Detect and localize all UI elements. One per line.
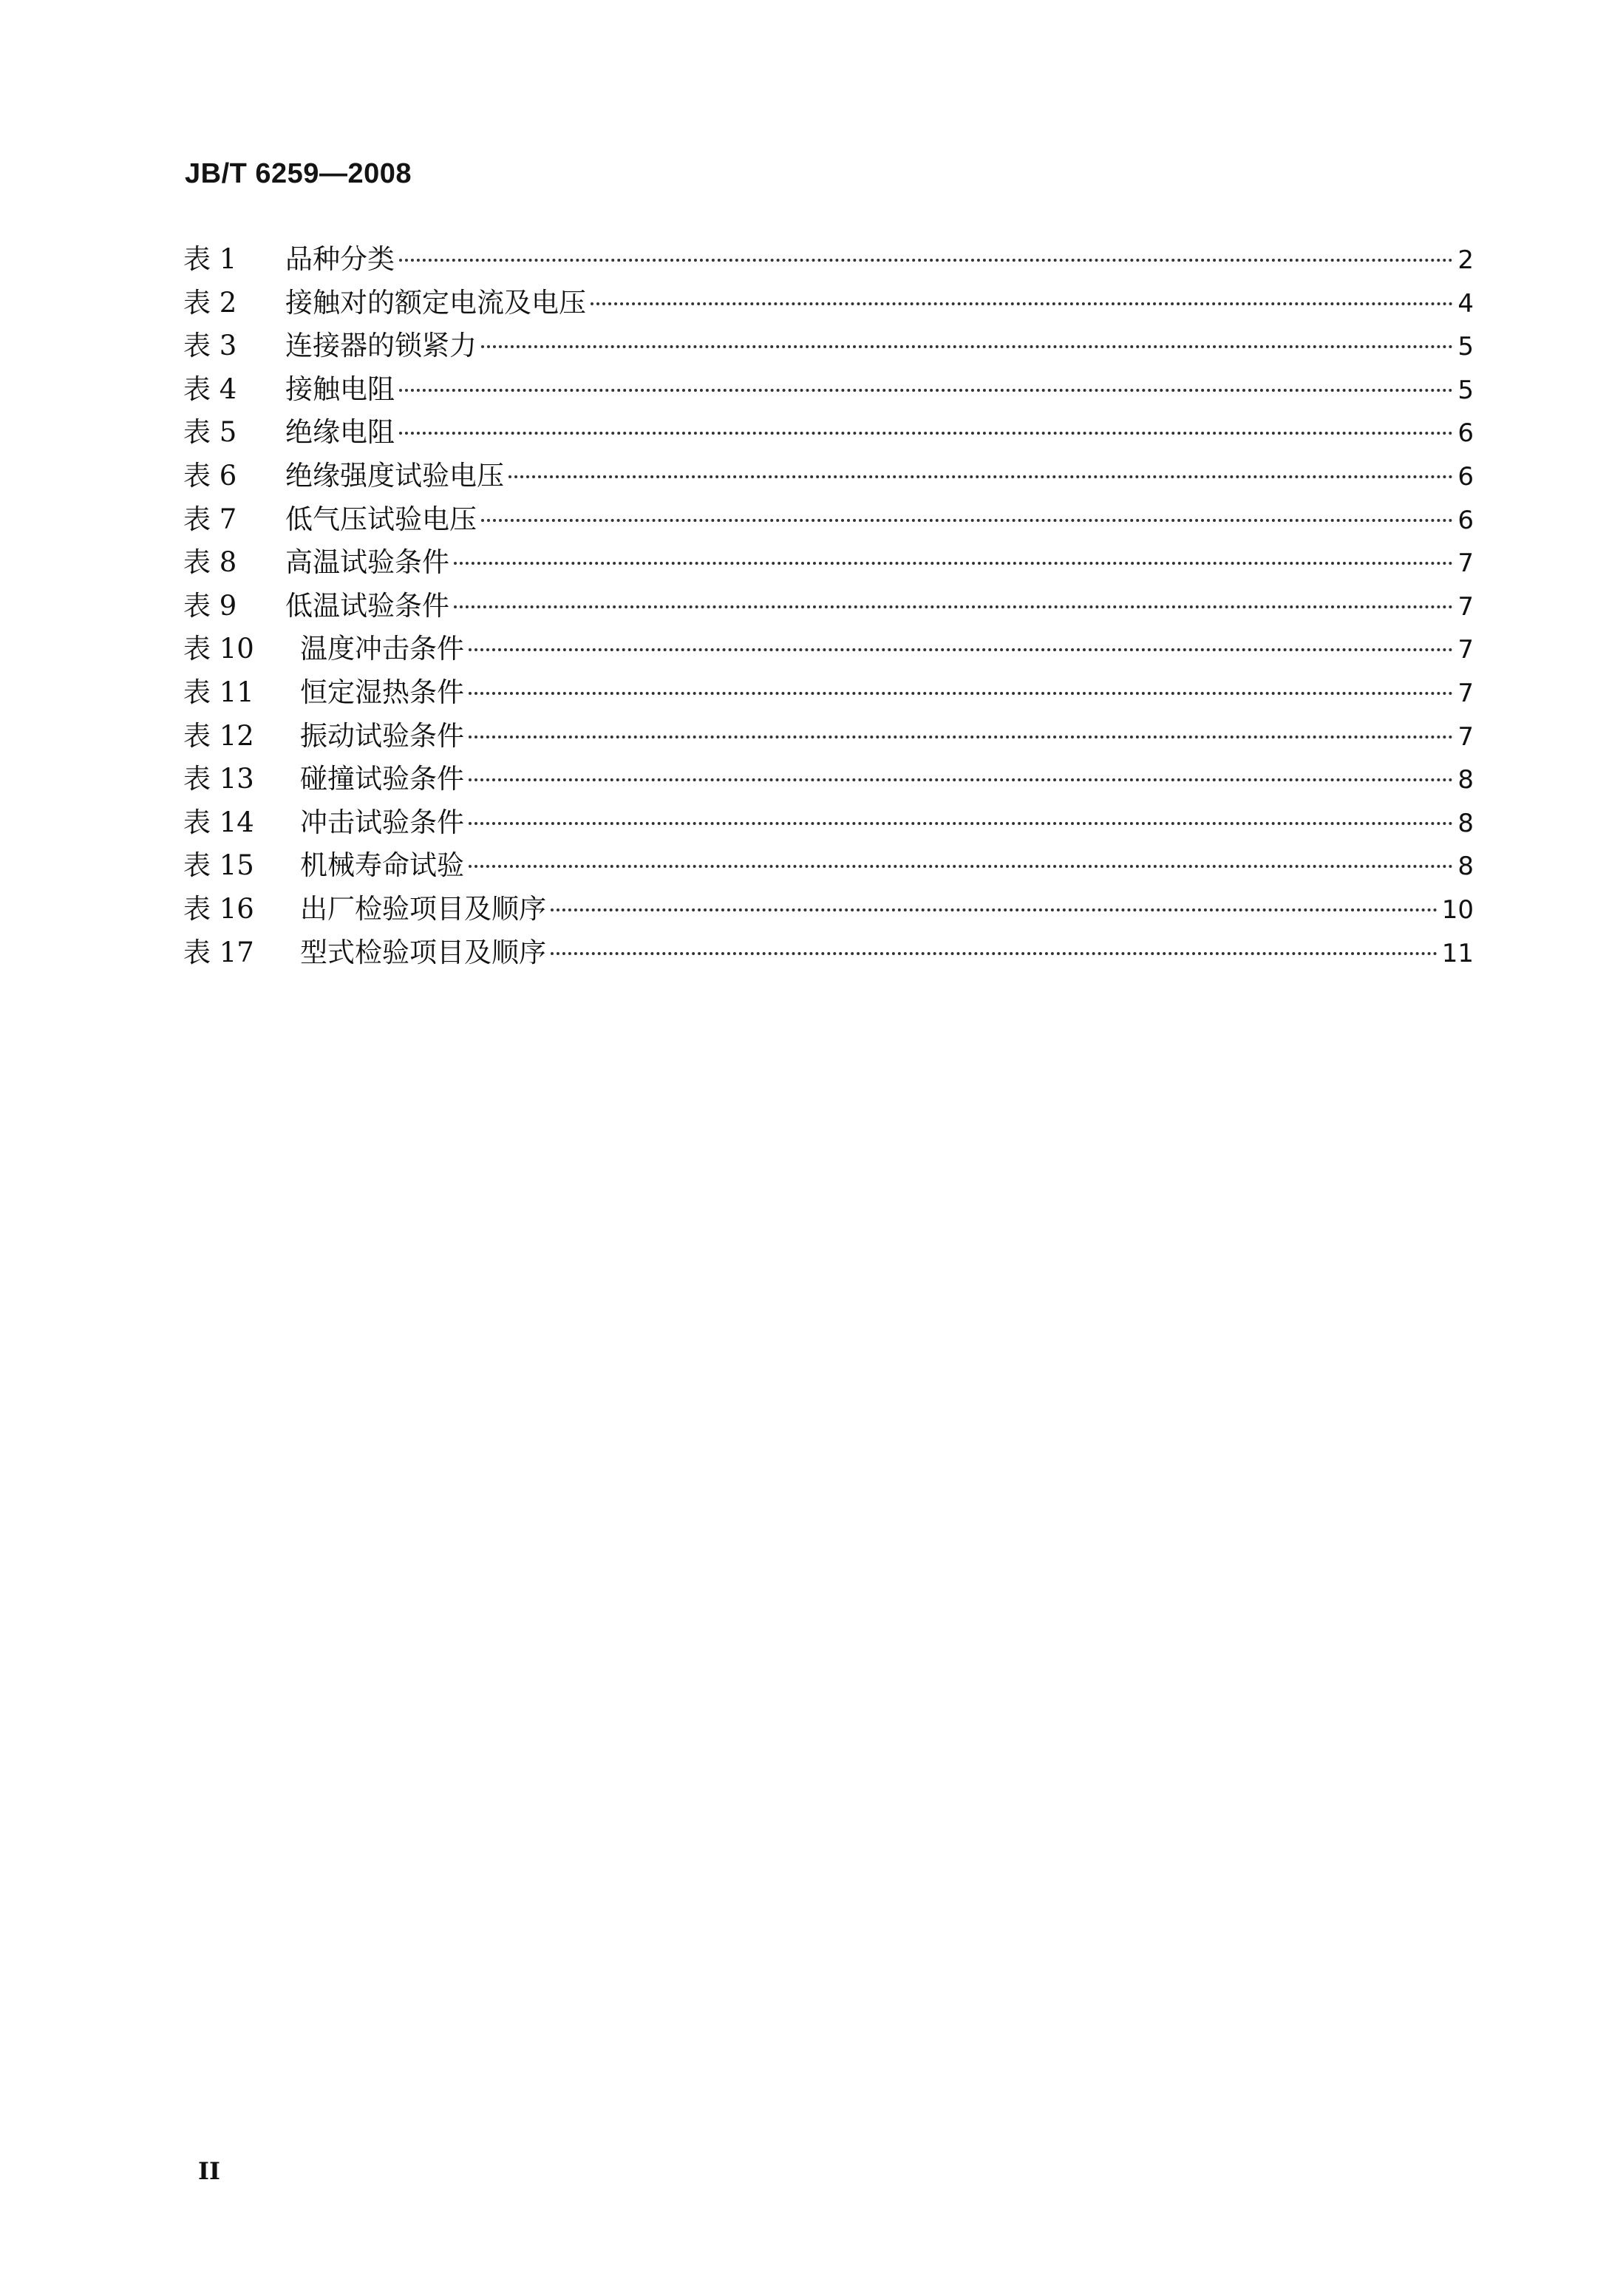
standard-number: JB/T 6259—2008 [185, 158, 412, 189]
toc-entry-title: 连接器的锁紧力 [285, 330, 477, 362]
page-number: II [198, 2157, 220, 2185]
toc-entry-page: 6 [1457, 418, 1474, 449]
toc-entry[interactable] [183, 671, 1474, 715]
toc-entry-page: 7 [1457, 721, 1474, 752]
toc-entry[interactable] [183, 585, 1474, 628]
toc-entry-page: 6 [1457, 505, 1474, 535]
toc-entry-title: 恒定湿热条件 [300, 676, 464, 708]
toc-entry-page: 5 [1457, 332, 1474, 362]
toc-entry-page: 7 [1457, 635, 1474, 665]
toc-entry[interactable] [183, 715, 1474, 758]
toc-entry-label: 表 17 [183, 936, 254, 968]
toc-entry-label: 表 9 [183, 589, 237, 622]
toc-entry-title: 出厂检验项目及顺序 [300, 892, 546, 925]
toc-entry-title: 冲击试验条件 [300, 806, 464, 838]
toc-entry[interactable] [183, 411, 1474, 455]
toc-entry-label: 表 13 [183, 763, 254, 795]
toc-entry-title: 低温试验条件 [285, 589, 449, 622]
toc-entry-label: 表 11 [183, 676, 254, 708]
toc-entry[interactable] [183, 325, 1474, 368]
toc-dot-leader [399, 389, 1453, 392]
toc-entry-label: 表 8 [183, 546, 237, 579]
toc-entry-page: 11 [1441, 938, 1474, 968]
toc-entry-title: 振动试验条件 [300, 719, 464, 752]
toc-entry-title: 低气压试验电压 [285, 503, 477, 535]
toc-dot-leader [469, 736, 1453, 738]
toc-dot-leader [481, 519, 1453, 522]
toc-entry-page: 5 [1457, 375, 1474, 405]
toc-dot-leader [454, 605, 1453, 608]
toc-entry-label: 表 6 [183, 459, 237, 492]
toc-entry-title: 碰撞试验条件 [300, 763, 464, 795]
toc-entry-title: 接触电阻 [285, 373, 395, 405]
toc-entry-label: 表 4 [183, 373, 237, 405]
toc-dot-leader [454, 562, 1453, 565]
toc-entry-label: 表 16 [183, 892, 254, 925]
toc-entry-title: 温度冲击条件 [300, 633, 464, 665]
toc-entry-page: 7 [1457, 678, 1474, 708]
toc-dot-leader [469, 778, 1453, 781]
toc-entry-page: 2 [1457, 245, 1474, 275]
toc-dot-leader [469, 865, 1453, 868]
toc-entry-label: 表 5 [183, 416, 237, 449]
toc-dot-leader [481, 345, 1453, 348]
toc-entry-page: 10 [1441, 894, 1474, 925]
toc-entry[interactable] [183, 238, 1474, 282]
toc-entry[interactable] [183, 844, 1474, 888]
toc-entry-label: 表 12 [183, 719, 254, 752]
toc-entry-title: 绝缘电阻 [285, 416, 395, 449]
toc-entry-label: 表 7 [183, 503, 237, 535]
toc-entry-page: 8 [1457, 808, 1474, 838]
toc-entry-label: 表 10 [183, 633, 254, 665]
toc-dot-leader [469, 822, 1453, 825]
toc-entry-page: 6 [1457, 461, 1474, 492]
toc-dot-leader [551, 952, 1438, 955]
toc-entry-label: 表 14 [183, 806, 254, 838]
toc-entry[interactable] [183, 888, 1474, 931]
toc-entry[interactable] [183, 498, 1474, 542]
toc-entry-label: 表 2 [183, 286, 237, 319]
toc-dot-leader [469, 692, 1453, 695]
toc-dot-leader [469, 648, 1453, 651]
toc-entry[interactable] [183, 455, 1474, 498]
toc-entry[interactable] [183, 628, 1474, 671]
toc-entry-title: 高温试验条件 [285, 546, 449, 579]
toc-dot-leader [591, 302, 1453, 305]
toc-entry[interactable] [183, 282, 1474, 325]
toc-entry-title: 机械寿命试验 [300, 849, 464, 882]
toc-entry[interactable] [183, 758, 1474, 801]
toc-entry-label: 表 15 [183, 849, 254, 882]
toc-dot-leader [508, 475, 1453, 478]
toc-dot-leader [399, 259, 1453, 262]
toc-entry[interactable] [183, 368, 1474, 412]
toc-entry-title: 型式检验项目及顺序 [300, 936, 546, 968]
toc-entry-page: 8 [1457, 852, 1474, 882]
table-of-tables [183, 238, 1474, 974]
toc-entry-title: 接触对的额定电流及电压 [285, 286, 586, 319]
toc-entry-label: 表 3 [183, 330, 237, 362]
toc-entry-title: 绝缘强度试验电压 [285, 459, 504, 492]
toc-entry[interactable] [183, 541, 1474, 585]
toc-entry[interactable] [183, 931, 1474, 975]
toc-entry-title: 品种分类 [285, 243, 395, 275]
toc-dot-leader [399, 432, 1453, 435]
toc-entry-label: 表 1 [183, 243, 237, 275]
toc-entry-page: 7 [1457, 548, 1474, 579]
toc-entry-page: 4 [1457, 288, 1474, 319]
toc-dot-leader [551, 908, 1438, 911]
toc-entry[interactable] [183, 801, 1474, 845]
toc-entry-page: 7 [1457, 591, 1474, 622]
toc-entry-page: 8 [1457, 765, 1474, 795]
